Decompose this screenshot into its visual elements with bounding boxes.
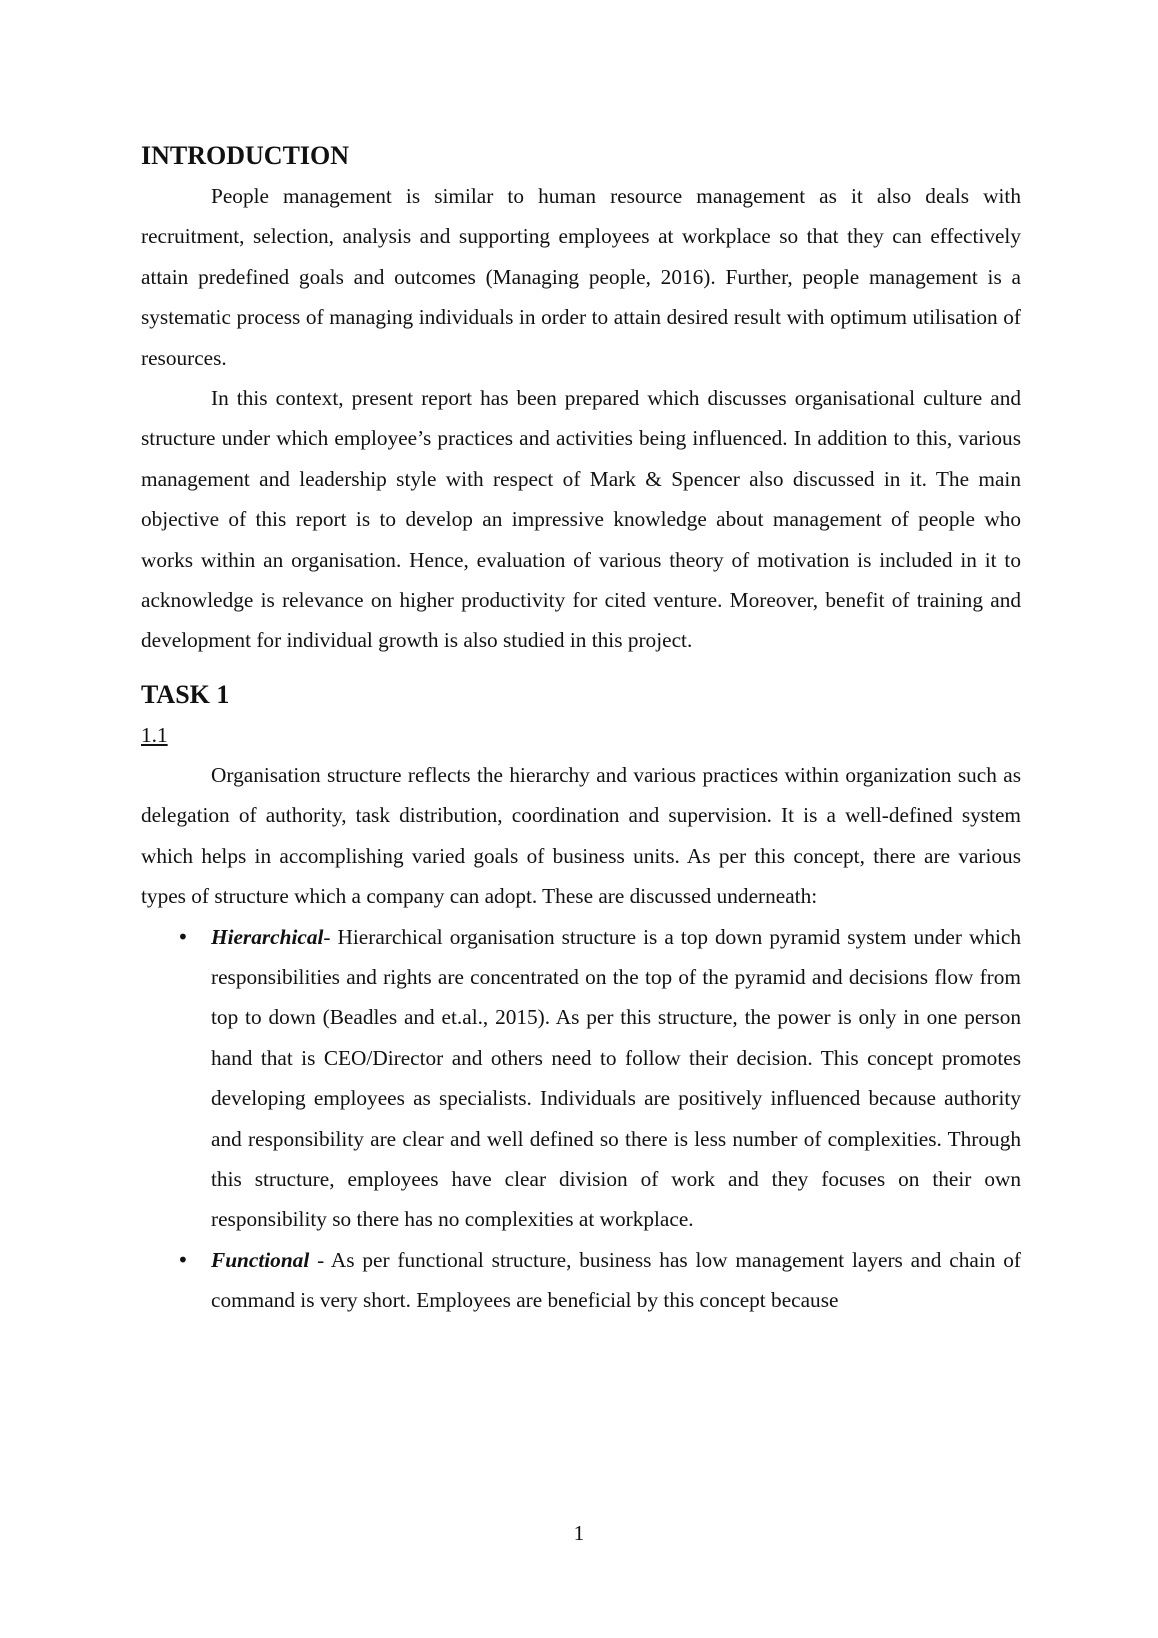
list-item-hierarchical [141,917,1021,1240]
list-item-functional [141,1240,1021,1321]
task-1-paragraph: Organisation structure reflects the hierarchy and various practices within organization such as delegation of authority, task distribution, coordination and supervision. It is a well-defined system which helps in accomplishing varied goals of business units. As per this concept, there are various types of structure which a company can adopt. These are discussed underneath: [141,762,1021,909]
task-1-heading: TASK 1 [141,679,230,709]
introduction-paragraph-1: People management is similar to human resource management as it also deals with recruitment, selection, analysis and supporting employees at workplace so that they can effectively attain predefined goals and outcomes (Managing people, 2016). Further, people management is a systematic process of managing individuals in order to attain desired result with optimum utilisation of resources. [141,184,1021,370]
functional-description: - As per functional structure, business has low management layers and chain of command is very short. Employees are beneficial by this concept because [211,1247,1021,1313]
bullet-icon: • [177,1247,189,1272]
term-functional: Functional [211,1247,310,1272]
section-1-1-subheading: 1.1 [141,722,168,747]
bullet-icon: • [177,924,189,949]
term-hierarchical: Hierarchical [211,924,324,949]
page-content [141,136,1021,1321]
introduction-heading: INTRODUCTION [141,141,350,170]
structure-types-list [141,917,1021,1321]
hierarchical-description: - Hierarchical organisation structure is a top down pyramid system under which responsibilities and rights are concentrated on the top of the pyramid and decisions flow from top to down (Beadles and et.al., 2015). As per this structure, the power is only in one person hand that is CEO/Director and others need to follow their decision. This concept promotes developing employees as specialists. Individuals are positively influenced because authority and responsibility are clear and well defined so there is less number of complexities. Through this structure, employees have clear division of work and they focuses on their own responsibility so there has no complexities at workplace. [211,924,1021,1232]
page-number: 1 [573,1521,585,1545]
introduction-paragraph-2: In this context, present report has been prepared which discusses organisational culture and structure under which employee’s practices and activities being influenced. In addition to this, various management and leadership style with respect of Mark & Spencer also discussed in it. The main objective of this report is to develop an impressive knowledge about management of people who works within an organisation. Hence, evaluation of various theory of motivation is included in it to acknowledge is relevance on higher productivity for cited venture. Moreover, benefit of training and development for individual growth is also studied in this project. [141,386,1021,653]
